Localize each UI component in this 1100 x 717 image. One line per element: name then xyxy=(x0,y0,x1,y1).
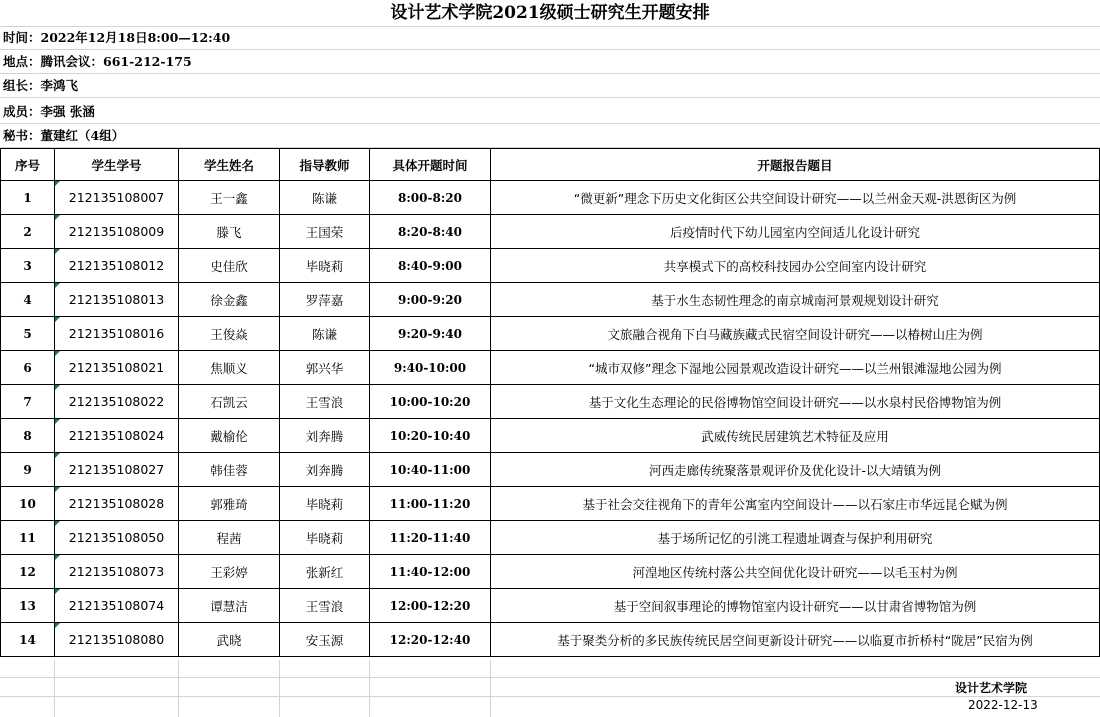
student-id-cell[interactable]: 212135108050 xyxy=(55,521,179,555)
thesis-topic-cell[interactable]: 基于社会交往视角下的青年公寓室内空间设计——以石家庄市华远昆仑赋为例 xyxy=(491,487,1100,521)
student-id-cell[interactable]: 212135108009 xyxy=(55,215,179,249)
info-place: 地点：腾讯会议：661-212-175 xyxy=(0,50,1100,74)
advisor-name-cell[interactable]: 陈谦 xyxy=(280,317,370,351)
grid-line xyxy=(0,677,1100,678)
table-row xyxy=(1,215,1100,249)
advisor-name-cell[interactable]: 郭兴华 xyxy=(280,351,370,385)
student-name-cell[interactable]: 程茜 xyxy=(179,521,280,555)
row-number-cell[interactable]: 3 xyxy=(1,249,55,283)
table-row xyxy=(1,419,1100,453)
header-no[interactable]: 序号 xyxy=(1,149,55,181)
footer-date: 2022-12-13 xyxy=(968,698,1038,712)
table-row xyxy=(1,351,1100,385)
grid-line xyxy=(369,660,370,717)
student-id-cell[interactable]: 212135108028 xyxy=(55,487,179,521)
defense-time-cell[interactable]: 10:40-11:00 xyxy=(370,453,491,487)
row-number-cell[interactable]: 4 xyxy=(1,283,55,317)
grid-line xyxy=(490,660,491,717)
thesis-topic-cell[interactable]: 基于文化生态理论的民俗博物馆空间设计研究——以水泉村民俗博物馆为例 xyxy=(491,385,1100,419)
thesis-topic-cell[interactable]: 河西走廊传统聚落景观评价及优化设计-以大靖镇为例 xyxy=(491,453,1100,487)
defense-time-cell[interactable]: 9:20-9:40 xyxy=(370,317,491,351)
defense-time-cell[interactable]: 10:20-10:40 xyxy=(370,419,491,453)
student-id-cell[interactable]: 212135108027 xyxy=(55,453,179,487)
footer-organization: 设计艺术学院 xyxy=(955,681,1028,695)
row-number-cell[interactable]: 5 xyxy=(1,317,55,351)
student-name-cell[interactable]: 徐金鑫 xyxy=(179,283,280,317)
row-number-cell[interactable]: 11 xyxy=(1,521,55,555)
info-time: 时间：2022年12月18日8:00—12:40 xyxy=(0,26,1100,50)
thesis-topic-cell[interactable]: “微更新”理念下历史文化街区公共空间设计研究——以兰州金天观-洪恩街区为例 xyxy=(491,181,1100,215)
student-id-cell[interactable]: 212135108013 xyxy=(55,283,179,317)
header-student-id[interactable]: 学生学号 xyxy=(55,149,179,181)
defense-time-cell[interactable]: 9:00-9:20 xyxy=(370,283,491,317)
document-title: 设计艺术学院2021级硕士研究生开题安排 xyxy=(0,0,1100,27)
student-name-cell[interactable]: 王俊焱 xyxy=(179,317,280,351)
student-id-cell[interactable]: 212135108073 xyxy=(55,555,179,589)
table-row xyxy=(1,589,1100,623)
row-number-cell[interactable]: 9 xyxy=(1,453,55,487)
student-name-cell[interactable]: 武晓 xyxy=(179,623,280,657)
student-id-cell[interactable]: 212135108016 xyxy=(55,317,179,351)
defense-time-cell[interactable]: 10:00-10:20 xyxy=(370,385,491,419)
defense-time-cell[interactable]: 12:20-12:40 xyxy=(370,623,491,657)
student-id-cell[interactable]: 212135108022 xyxy=(55,385,179,419)
advisor-name-cell[interactable]: 毕晓莉 xyxy=(280,521,370,555)
student-name-cell[interactable]: 史佳欣 xyxy=(179,249,280,283)
table-row xyxy=(1,453,1100,487)
thesis-topic-cell[interactable]: 基于空间叙事理论的博物馆室内设计研究——以甘肃省博物馆为例 xyxy=(491,589,1100,623)
row-number-cell[interactable]: 13 xyxy=(1,589,55,623)
table-row xyxy=(1,521,1100,555)
info-secretary: 秘书：董建红（4组） xyxy=(0,124,1100,148)
schedule-table xyxy=(0,148,1100,657)
advisor-name-cell[interactable]: 毕晓莉 xyxy=(280,487,370,521)
advisor-name-cell[interactable]: 毕晓莉 xyxy=(280,249,370,283)
student-name-cell[interactable]: 石凯云 xyxy=(179,385,280,419)
row-number-cell[interactable]: 6 xyxy=(1,351,55,385)
header-student-name[interactable]: 学生姓名 xyxy=(179,149,280,181)
thesis-topic-cell[interactable]: 河湟地区传统村落公共空间优化设计研究——以毛玉村为例 xyxy=(491,555,1100,589)
table-row xyxy=(1,385,1100,419)
table-row xyxy=(1,283,1100,317)
student-id-cell[interactable]: 212135108080 xyxy=(55,623,179,657)
student-name-cell[interactable]: 王彩婷 xyxy=(179,555,280,589)
student-id-cell[interactable]: 212135108074 xyxy=(55,589,179,623)
student-id-cell[interactable]: 212135108012 xyxy=(55,249,179,283)
grid-line xyxy=(54,660,55,717)
student-name-cell[interactable]: 郭雅琦 xyxy=(179,487,280,521)
row-number-cell[interactable]: 1 xyxy=(1,181,55,215)
defense-time-cell[interactable]: 8:40-9:00 xyxy=(370,249,491,283)
thesis-topic-cell[interactable]: “城市双修”理念下湿地公园景观改造设计研究——以兰州银滩湿地公园为例 xyxy=(491,351,1100,385)
student-id-cell[interactable]: 212135108007 xyxy=(55,181,179,215)
advisor-name-cell[interactable]: 张新红 xyxy=(280,555,370,589)
advisor-name-cell[interactable]: 王雪浪 xyxy=(280,385,370,419)
thesis-topic-cell[interactable]: 基于场所记忆的引洮工程遗址调查与保护利用研究 xyxy=(491,521,1100,555)
table-row xyxy=(1,623,1100,657)
student-name-cell[interactable]: 焦顺义 xyxy=(179,351,280,385)
advisor-name-cell[interactable]: 罗萍嘉 xyxy=(280,283,370,317)
student-name-cell[interactable]: 王一鑫 xyxy=(179,181,280,215)
student-name-cell[interactable]: 滕飞 xyxy=(179,215,280,249)
grid-line xyxy=(279,660,280,717)
defense-time-cell[interactable]: 8:20-8:40 xyxy=(370,215,491,249)
thesis-topic-cell[interactable]: 基于聚类分析的多民族传统民居空间更新设计研究——以临夏市折桥村“陇居”民宿为例 xyxy=(491,623,1100,657)
advisor-name-cell[interactable]: 王国荣 xyxy=(280,215,370,249)
defense-time-cell[interactable]: 11:20-11:40 xyxy=(370,521,491,555)
thesis-topic-cell[interactable]: 文旅融合视角下白马藏族藏式民宿空间设计研究——以椿树山庄为例 xyxy=(491,317,1100,351)
thesis-topic-cell[interactable]: 共享模式下的高校科技园办公空间室内设计研究 xyxy=(491,249,1100,283)
table-row xyxy=(1,317,1100,351)
advisor-name-cell[interactable]: 陈谦 xyxy=(280,181,370,215)
grid-line xyxy=(0,696,1100,697)
table-row xyxy=(1,555,1100,589)
defense-time-cell[interactable]: 12:00-12:20 xyxy=(370,589,491,623)
row-number-cell[interactable]: 8 xyxy=(1,419,55,453)
defense-time-cell[interactable]: 8:00-8:20 xyxy=(370,181,491,215)
header-topic[interactable]: 开题报告题目 xyxy=(491,149,1100,181)
info-leader: 组长：李鸿飞 xyxy=(0,74,1100,98)
thesis-topic-cell[interactable]: 武威传统民居建筑艺术特征及应用 xyxy=(491,419,1100,453)
row-number-cell[interactable]: 2 xyxy=(1,215,55,249)
header-advisor[interactable]: 指导教师 xyxy=(280,149,370,181)
advisor-name-cell[interactable]: 刘奔腾 xyxy=(280,453,370,487)
thesis-topic-cell[interactable]: 后疫情时代下幼儿园室内空间适儿化设计研究 xyxy=(491,215,1100,249)
advisor-name-cell[interactable]: 王雪浪 xyxy=(280,589,370,623)
row-number-cell[interactable]: 14 xyxy=(1,623,55,657)
defense-time-cell[interactable]: 11:40-12:00 xyxy=(370,555,491,589)
advisor-name-cell[interactable]: 安玉源 xyxy=(280,623,370,657)
row-number-cell[interactable]: 12 xyxy=(1,555,55,589)
row-number-cell[interactable]: 10 xyxy=(1,487,55,521)
defense-time-cell[interactable]: 9:40-10:00 xyxy=(370,351,491,385)
defense-time-cell[interactable]: 11:00-11:20 xyxy=(370,487,491,521)
grid-line xyxy=(178,660,179,717)
student-name-cell[interactable]: 谭慧洁 xyxy=(179,589,280,623)
advisor-name-cell[interactable]: 刘奔腾 xyxy=(280,419,370,453)
table-row xyxy=(1,181,1100,215)
student-name-cell[interactable]: 戴榆伦 xyxy=(179,419,280,453)
table-row xyxy=(1,487,1100,521)
thesis-topic-cell[interactable]: 基于水生态韧性理念的南京城南河景观规划设计研究 xyxy=(491,283,1100,317)
table-row xyxy=(1,249,1100,283)
table-header-row xyxy=(1,149,1100,181)
info-members: 成员：李强 张涵 xyxy=(0,100,1100,124)
student-id-cell[interactable]: 212135108024 xyxy=(55,419,179,453)
header-time[interactable]: 具体开题时间 xyxy=(370,149,491,181)
student-id-cell[interactable]: 212135108021 xyxy=(55,351,179,385)
row-number-cell[interactable]: 7 xyxy=(1,385,55,419)
student-name-cell[interactable]: 韩佳蓉 xyxy=(179,453,280,487)
